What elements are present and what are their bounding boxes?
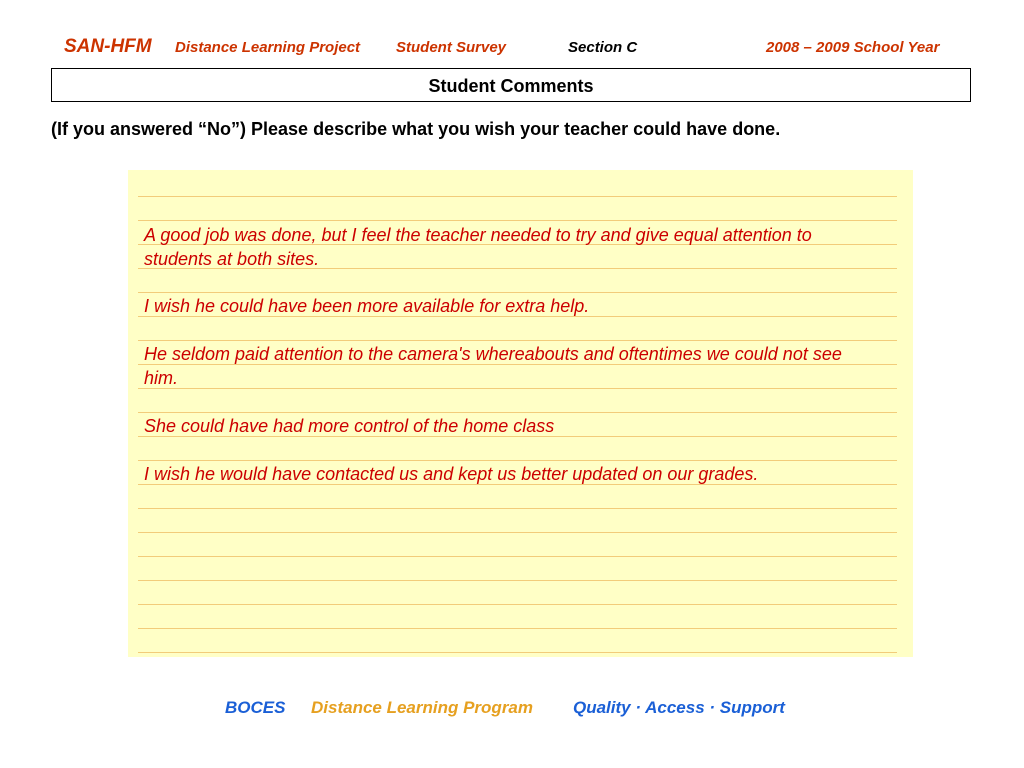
page-header bbox=[0, 36, 1024, 60]
ruled-line bbox=[138, 580, 897, 581]
page-title: Student Comments bbox=[51, 68, 971, 102]
ruled-line bbox=[138, 340, 897, 341]
comment-line: He seldom paid attention to the camera's whereabouts and oftentimes we could not see bbox=[144, 344, 842, 364]
ruled-line bbox=[138, 628, 897, 629]
ruled-line bbox=[138, 292, 897, 293]
ruled-line bbox=[138, 460, 897, 461]
ruled-line bbox=[138, 388, 897, 389]
comment-line: A good job was done, but I feel the teacher needed to try and give equal attention to bbox=[144, 225, 812, 245]
ruled-line bbox=[138, 508, 897, 509]
ruled-line bbox=[138, 196, 897, 197]
footer-program: Distance Learning Program bbox=[311, 698, 534, 717]
comment-line: I wish he could have been more available for extra help. bbox=[144, 296, 590, 316]
ruled-line bbox=[138, 556, 897, 557]
ruled-line bbox=[138, 652, 897, 653]
project-name: Distance Learning Project bbox=[175, 39, 361, 56]
survey-question: (If you answered “No”) Please describe what you wish your teacher could have done. bbox=[51, 119, 781, 139]
footer-tagline: Quality · Access · Support bbox=[573, 698, 785, 717]
comment-line: him. bbox=[144, 368, 179, 388]
survey-name: Student Survey bbox=[396, 39, 507, 56]
ruled-line bbox=[138, 412, 897, 413]
comment-line: I wish he would have contacted us and kept us better updated on our grades. bbox=[144, 464, 759, 484]
section-label: Section C bbox=[568, 39, 638, 56]
ruled-line bbox=[138, 532, 897, 533]
ruled-line bbox=[138, 220, 897, 221]
ruled-line bbox=[138, 604, 897, 605]
lined-comment-area bbox=[128, 170, 913, 657]
comment-line: students at both sites. bbox=[144, 249, 320, 269]
org-name: SAN-HFM bbox=[64, 36, 152, 57]
school-year: 2008 – 2009 School Year bbox=[766, 39, 940, 56]
footer-boces: BOCES bbox=[225, 698, 286, 717]
comment-line: She could have had more control of the home class bbox=[144, 416, 555, 436]
